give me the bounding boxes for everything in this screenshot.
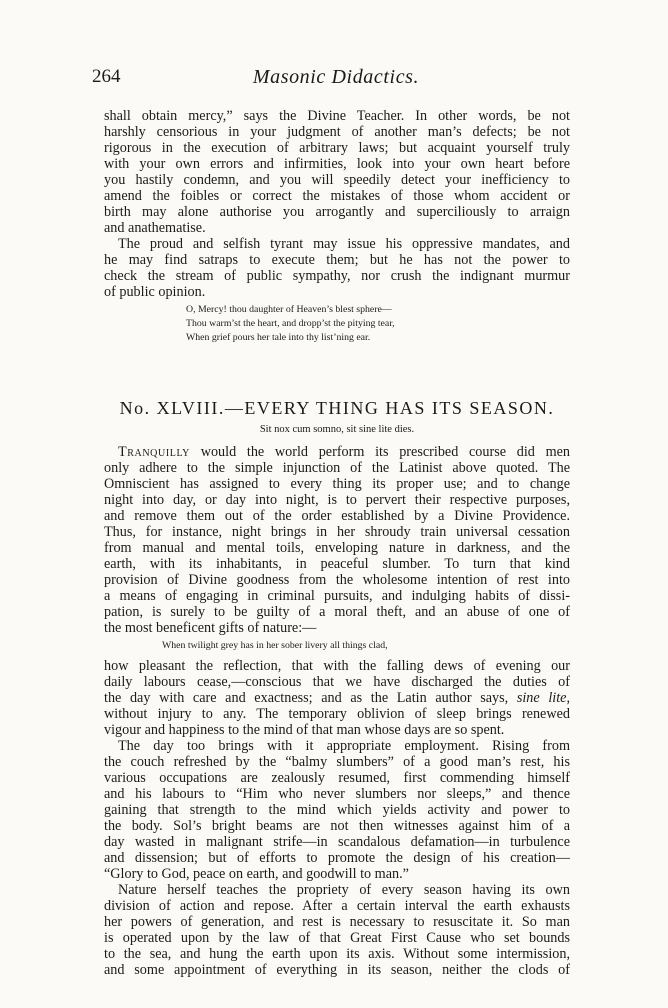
text-line: check the stream of public sympathy, nor crush the indignant murmur	[104, 268, 570, 284]
text-span: ,	[566, 690, 570, 706]
text-line: rigorous in the execution of arbitrary laws; but acquaint yourself truly	[104, 140, 570, 156]
text-line: harshly censorious in your judgment of another man’s defects; be not	[104, 124, 570, 140]
text-line: shall obtain mercy,” says the Divine Teacher. In other words, be not	[104, 108, 570, 124]
text-line: Nature herself teaches the propriety of every season having its own	[118, 882, 570, 898]
text-line: from manual and mental toils, enveloping nature in darkness, and the	[104, 540, 570, 556]
text-line: Omniscient has assigned to every thing its proper use; and to change	[104, 476, 570, 492]
section-motto: Sit nox cum somno, sit sine lite dies.	[259, 424, 415, 435]
text-line: pation, is surely to be guilty of a moral theft, and an abuse of one of	[104, 604, 570, 620]
text-span: would the world perform its prescribed course did men	[190, 444, 570, 460]
text-line	[104, 690, 570, 706]
text-line: you hastily condemn, and you will speedily detect your inefficiency to	[104, 172, 570, 188]
text-line: day wasted in malignant strife—in scandalous defamation—in turbulence	[104, 834, 570, 850]
text-line: daily labours cease,—conscious that we have discharged the duties of	[104, 674, 570, 690]
text-line: is operated upon by the law of that Great First Cause who set bounds	[104, 930, 570, 946]
text-line: “Glory to God, peace on earth, and goodwill to man.”	[104, 866, 409, 882]
text-line	[118, 444, 570, 460]
text-span: the day with care and exactness; and as the Latin author says,	[104, 690, 517, 706]
text-line: with your own errors and infirmities, look into your own heart before	[104, 156, 570, 172]
running-title: Masonic Didactics.	[252, 66, 420, 88]
text-line: her powers of generation, and rest is necessary to resuscitate it. So man	[104, 914, 570, 930]
text-line: and some appointment of everything in its season, neither the clods of	[104, 962, 570, 978]
text-line: The day too brings with it appropriate employment. Rising from	[118, 738, 570, 754]
text-line: amend the foibles or correct the mistakes of those whom accident or	[104, 188, 570, 204]
text-line: to the sea, and hung the earth upon its axis. Without some intermission,	[104, 946, 570, 962]
text-line: Thus, for instance, night brings in her shroudy train universal cessation	[104, 524, 570, 540]
text-line: he may find satraps to execute them; but he has not the power to	[104, 252, 570, 268]
text-line: and remove them out of the order established by a Divine Providence.	[104, 508, 570, 524]
text-line: various occupations are zealously resumed, first commending himself	[104, 770, 570, 786]
text-line: and dissension; but of efforts to promote the design of his creation—	[104, 850, 570, 866]
text-line: without injury to any. The temporary oblivion of sleep brings renewed	[104, 706, 570, 722]
text-line: night into day, or day into night, is to pervert their respective purposes,	[104, 492, 570, 508]
text-line: of public opinion.	[104, 284, 206, 300]
page-header	[92, 66, 580, 94]
text-line: and anathematise.	[104, 220, 206, 236]
text-line: provision of Divine goodness from the wholesome intention of rest into	[104, 572, 570, 588]
lead-word: Tranquilly	[118, 444, 190, 460]
text-line: vigour and happiness to the mind of that man whose days are so spent.	[104, 722, 505, 738]
verse-line: O, Mercy! thou daughter of Heaven’s blest sphere—	[186, 304, 392, 315]
text-line: how pleasant the reflection, that with the falling dews of evening our	[104, 658, 570, 674]
text-line: a means of engaging in criminal pursuits, and indulging habits of dissi-	[104, 588, 570, 604]
verse-line: When twilight grey has in her sober livery all things clad,	[162, 640, 388, 651]
text-line: gaining that strength to the mind which yields activity and power to	[104, 802, 570, 818]
italic-phrase: sine lite	[516, 690, 567, 706]
text-line: and his labours to “Him who never slumbers nor sleeps,” and thence	[104, 786, 570, 802]
text-line: earth, with its inhabitants, in peaceful slumber. To turn that kind	[104, 556, 570, 572]
page-number: 264	[92, 66, 121, 87]
verse-line: When grief pours her tale into thy list’ning ear.	[186, 332, 371, 343]
verse-line: Thou warm’st the heart, and dropp’st the pitying tear,	[186, 318, 395, 329]
text-line: birth may alone authorise you arrogantly and superciliously to arraign	[104, 204, 570, 220]
text-line: division of action and repose. After a certain interval the earth exhausts	[104, 898, 570, 914]
text-line: the body. Sol’s bright beams are not then witnesses against him of a	[104, 818, 570, 834]
text-line: only adhere to the simple injunction of the Latinist above quoted. The	[104, 460, 570, 476]
text-line: The proud and selfish tyrant may issue his oppressive mandates, and	[118, 236, 570, 252]
text-line: the couch refreshed by the “balmy slumbers” of a good man’s rest, his	[104, 754, 570, 770]
text-line: the most beneficent gifts of nature:—	[104, 620, 317, 636]
section-title: No. XLVIII.—EVERY THING HAS ITS SEASON.	[119, 398, 555, 418]
